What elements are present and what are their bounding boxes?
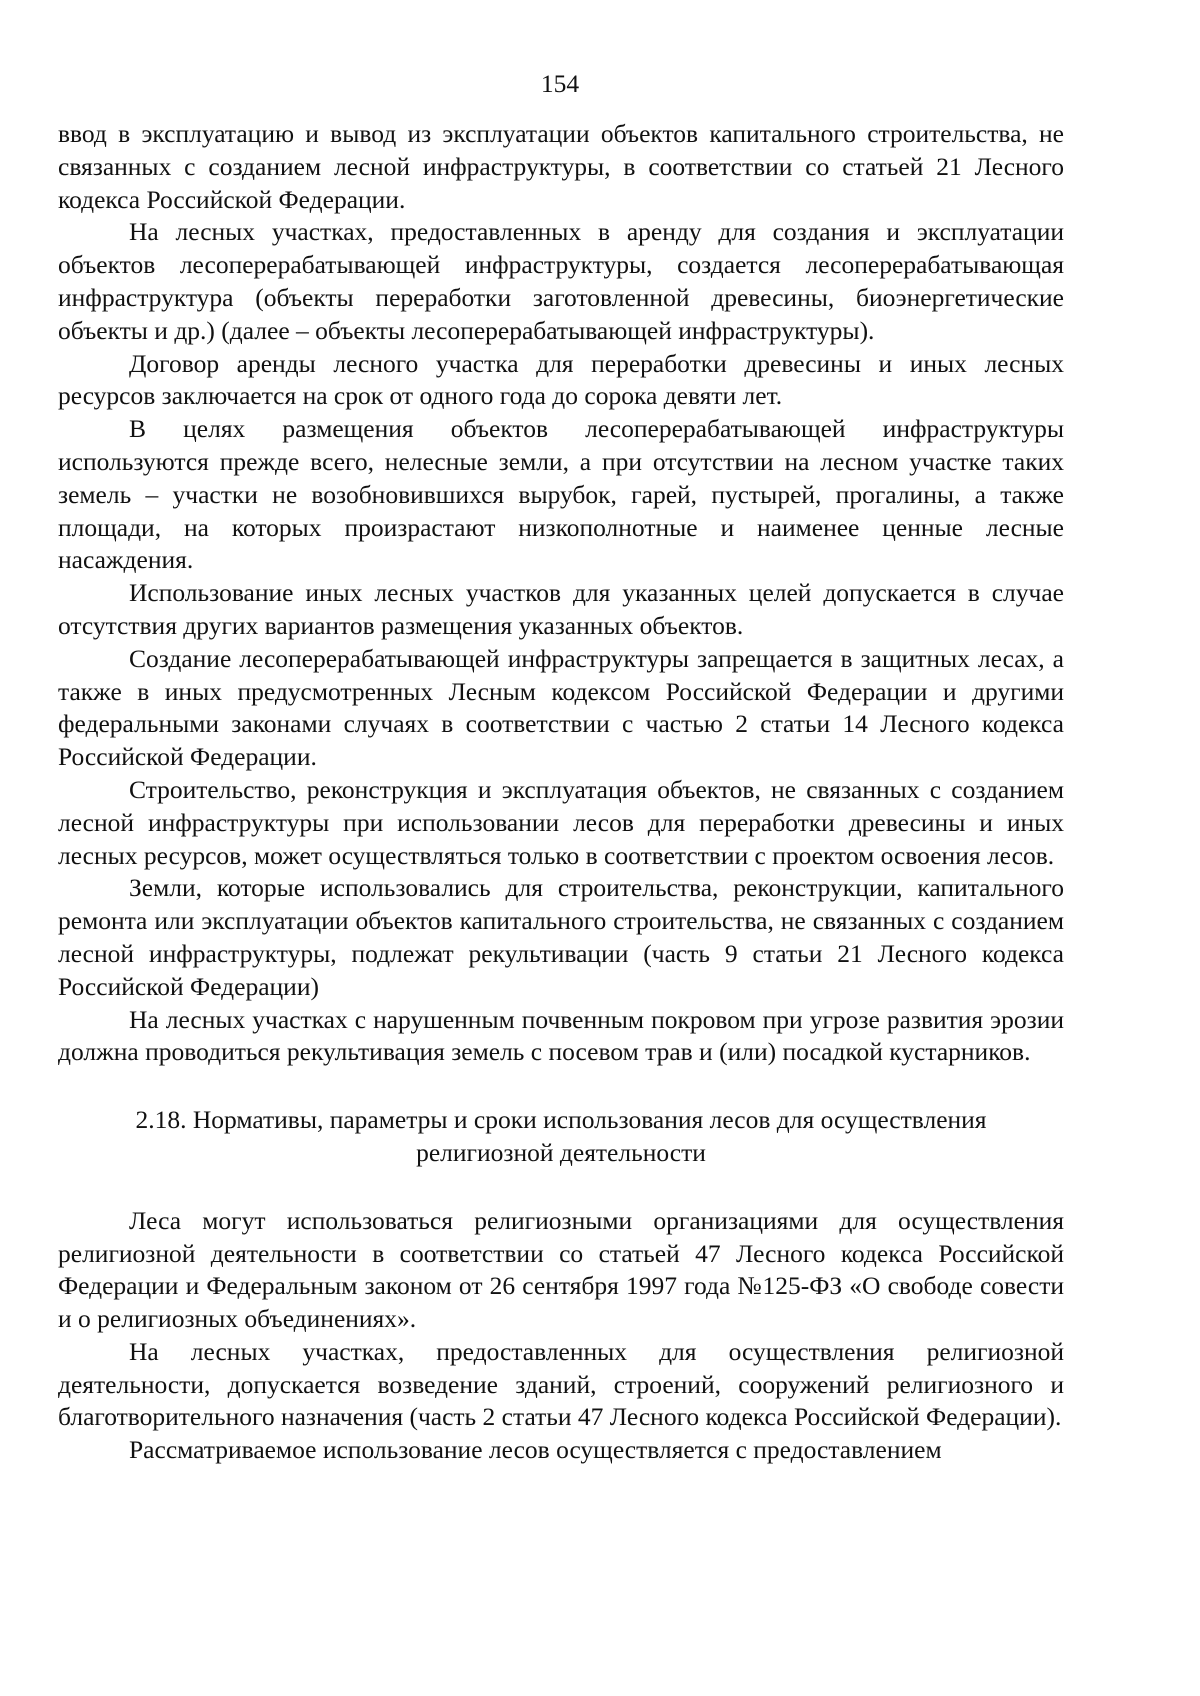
- paragraph: Леса могут использоваться религиозными организациями для осуществления религиозной деятельности в соответствии со статьей 47 Лесного кодекса Российской Федерации и Федеральным законом от 26 сентября 1997 года №125-ФЗ «О свободе совести и о религиозных объединениях».: [58, 1205, 1064, 1334]
- paragraph: ввод в эксплуатацию и вывод из эксплуатации объектов капитального строительства, не связанных с созданием лесной инфраструктуры, в соответствии со статьей 21 Лесного кодекса Российской Федерации.: [58, 119, 1064, 214]
- paragraph: Земли, которые использовались для строительства, реконструкции, капитального ремонта или эксплуатации объектов капитального строительства, не связанных с созданием лесной инфраструктуры, подлежат рекультивации (часть 9 статьи 21 Лесного кодекса Российской Федерации): [58, 873, 1064, 1001]
- paragraph: На лесных участках, предоставленных для осуществления религиозной деятельности, допускается возведение зданий, строений, сооружений религиозного и благотворительного назначения (часть 2 статьи 47 Лесного кодекса Российской Федерации).: [58, 1336, 1064, 1432]
- paragraph: Создание лесоперерабатывающей инфраструктуры запрещается в защитных лесах, а также в иных предусмотренных Лесным кодексом Российской Федерации и другими федеральными законами случаях в соответствии с частью 2 статьи 14 Лесного кодекса Российской Федерации.: [58, 643, 1064, 772]
- paragraph: Договор аренды лесного участка для переработки древесины и иных лесных ресурсов заключается на срок от одного года до сорока девяти лет.: [58, 348, 1064, 411]
- paragraph: В целях размещения объектов лесоперерабатывающей инфраструктуры используются прежде всего, нелесные земли, а при отсутствии на лесном участке таких земель – участки не возобновившихся вырубок, гарей, пустырей, прогалины, а также площади, на которых произрастают низкополнотные и наименее ценные лесные насаждения.: [58, 414, 1064, 575]
- page-number: 154: [540, 69, 580, 98]
- paragraph: Строительство, реконструкция и эксплуатация объектов, не связанных с созданием лесной инфраструктуры при использовании лесов для переработки древесины и иных лесных ресурсов, может осуществляться только в соответствии с проектом освоения лесов.: [58, 774, 1064, 870]
- paragraph: На лесных участках, предоставленных в аренду для создания и эксплуатации объектов лесоперерабатывающей инфраструктуры, создается лесоперерабатывающая инфраструктура (объекты переработки заготовленной древесины, биоэнергетические объекты и др.) (далее – объекты лесоперерабатывающей инфраструктуры).: [58, 217, 1064, 345]
- paragraph: Использование иных лесных участков для указанных целей допускается в случае отсутствия других вариантов размещения указанных объектов.: [58, 578, 1064, 640]
- document-body: [58, 118, 1064, 1467]
- section-heading: 2.18. Нормативы, параметры и сроки использования лесов для осуществления религиозной деятельности: [135, 1105, 987, 1167]
- paragraph: На лесных участках с нарушенным почвенным покровом при угрозе развития эрозии должна проводиться рекультивация земель с посевом трав и (или) посадкой кустарников.: [58, 1004, 1064, 1067]
- paragraph: Рассматриваемое использование лесов осуществляется с предоставлением: [129, 1435, 942, 1465]
